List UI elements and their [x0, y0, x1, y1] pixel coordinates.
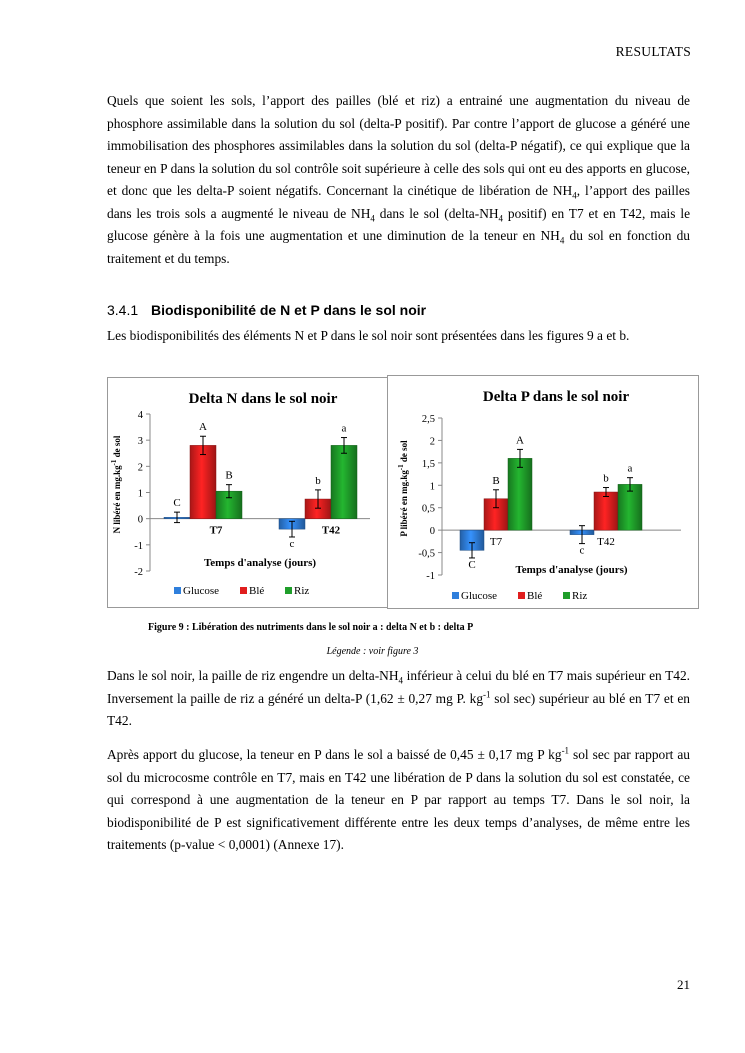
legend-label-n: Glucose — [183, 585, 220, 597]
significance-letter-p: B — [492, 474, 500, 487]
bar-n-riz-t42 — [331, 445, 357, 518]
y-axis-label-end: de sol — [112, 435, 122, 460]
paragraph-results-2: Après apport du glucose, la teneur en P dans le sol a baissé de 0,45 ± 0,17 mg P $kg^{-1}$ sol sec par rapport au sol du microcosme contrôle en T7, mais en T42 une libération de P dans la solution du sol est constatée, ce qui correspond à une augmentation de la teneur en P par rapport au temps T7. Dans le sol noir, la biodisponibilité de P est significativement différente entre les deux temps d’analyses, de même entre les traitements (p-value < 0,0001) (Annexe 17). — [107, 745, 690, 852]
legend-label-p: Glucose — [461, 590, 498, 602]
significance-letter-n: A — [199, 421, 207, 434]
paragraph-intro: Quels que soient les sols, l’apport des pailles (blé et riz) a entrainé une augmentation du niveau de phosphore assimilable dans la solution du sol (delta-P positif). Par contre l’apport de glucose a généré une immobilisation des phosphores assimilables dans la solution du sol (delta-P négatif), ce qui explique que la teneur en P dans la solution du sol contrôle soit supérieure à celle des sols qui ont eu des apports en glucose, et donc que les delta-P soient négatifs. Concernant la cinétique de libération de $NH_4$, l’apport des pailles dans les trois sols a augmenté le niveau de $NH_4$ dans le sol ($delta-NH_4$ positif) en T7 et en T42, mais le glucose génère à la fois une augmentation et une diminution de la teneur en $NH_4$ du sol en fonction du traitement et du temps. — [107, 93, 691, 266]
bar-p-blé-t42 — [594, 492, 618, 530]
chart-delta-p — [387, 375, 699, 609]
legend-swatch-p — [563, 592, 570, 599]
legend-swatch-n — [174, 587, 181, 594]
paragraph-figure-intro: Les biodisponibilités des éléments N et P dans le sol noir sont présentées dans les figures 9 a et b. — [107, 328, 630, 343]
legend-swatch-n — [285, 587, 292, 594]
y-tick-label-p: 0 — [429, 526, 435, 538]
chart-delta-n — [107, 377, 388, 608]
significance-letter-n: b — [315, 474, 321, 487]
y-axis-label-n — [110, 435, 122, 533]
x-axis-label-p: Temps d'analyse (jours) — [515, 564, 628, 576]
y-tick-label-p: 1,5 — [421, 458, 435, 470]
y-axis-label-main: N libéré en mg.kg — [112, 465, 122, 534]
y-axis-label-end: de sol — [399, 440, 409, 465]
y-tick-label-n: -1 — [134, 540, 143, 552]
section-heading — [107, 302, 426, 318]
y-tick-label-n: 3 — [137, 436, 143, 448]
section-number: 3.4.1 — [107, 302, 139, 318]
y-tick-label-p: 2,5 — [421, 414, 435, 425]
y-tick-label-p: 2 — [429, 436, 435, 448]
bar-n-blé-t7 — [190, 445, 216, 518]
chart-title-p: Delta P dans le sol noir — [482, 389, 630, 405]
y-tick-label-p: 1 — [429, 481, 435, 493]
x-axis-label-n: Temps d'analyse (jours) — [203, 557, 317, 569]
significance-letter-p: A — [516, 434, 524, 447]
bar-p-riz-t7 — [508, 458, 532, 530]
y-tick-label-n: 4 — [137, 410, 143, 421]
legend-label-n: Blé — [249, 585, 265, 597]
legend-label-p: Blé — [527, 590, 543, 602]
y-tick-label-n: 0 — [137, 514, 143, 526]
legend-swatch-p — [452, 592, 459, 599]
significance-letter-n: a — [341, 422, 347, 435]
figure-caption: Figure 9 : Libération des nutriments dans le sol noir a : delta N et b : delta P — [148, 622, 474, 633]
legend-label-p: Riz — [572, 590, 588, 602]
category-label-p: T7 — [489, 536, 503, 549]
significance-letter-p: C — [468, 558, 476, 571]
y-axis-label-sup: -1 — [397, 464, 405, 471]
significance-letter-p: b — [603, 472, 609, 485]
category-label-n: T7 — [209, 524, 223, 537]
legend-label-n: Riz — [294, 585, 310, 597]
y-tick-label-n: 2 — [137, 462, 143, 474]
y-tick-label-p: 0,5 — [421, 503, 435, 515]
y-tick-label-n: -2 — [134, 567, 143, 578]
paragraph-results-1: Dans le sol noir, la paille de riz engendre un delta-$NH_4$ inférieur à celui du blé en T7 mais supérieur en T42. Inversement la paille de riz a généré un delta-P (1,62 ± 0,27 mg P. $kg^{-1}$ sol sec) supérieur au blé en T7 et en T42. — [107, 668, 691, 728]
page-number: 21 — [677, 977, 690, 992]
chart-delta-n-svg — [108, 378, 387, 607]
y-axis-label-p — [397, 440, 409, 537]
legend-swatch-n — [240, 587, 247, 594]
significance-letter-p: a — [627, 462, 633, 475]
chart-delta-p-svg — [388, 376, 698, 608]
y-axis-label-main: P libéré en mg.kg — [399, 470, 409, 537]
y-axis-label-sup: -1 — [110, 459, 118, 466]
significance-letter-n: c — [289, 537, 295, 550]
legend-swatch-p — [518, 592, 525, 599]
y-tick-label-n: 1 — [137, 488, 143, 500]
legend-note: Légende : voir figure 3 — [326, 646, 419, 657]
y-tick-label-p: -0,5 — [418, 548, 435, 560]
significance-letter-n: B — [225, 469, 233, 482]
significance-letter-p: c — [579, 544, 585, 557]
y-tick-label-p: -1 — [426, 571, 435, 582]
section-title: Biodisponibilité de N et P dans le sol noir — [151, 302, 427, 318]
chart-title-n: Delta N dans le sol noir — [188, 391, 338, 407]
category-label-n: T42 — [321, 524, 341, 537]
running-header: RESULTATS — [615, 44, 691, 59]
category-label-p: T42 — [597, 536, 615, 549]
significance-letter-n: C — [173, 497, 181, 510]
